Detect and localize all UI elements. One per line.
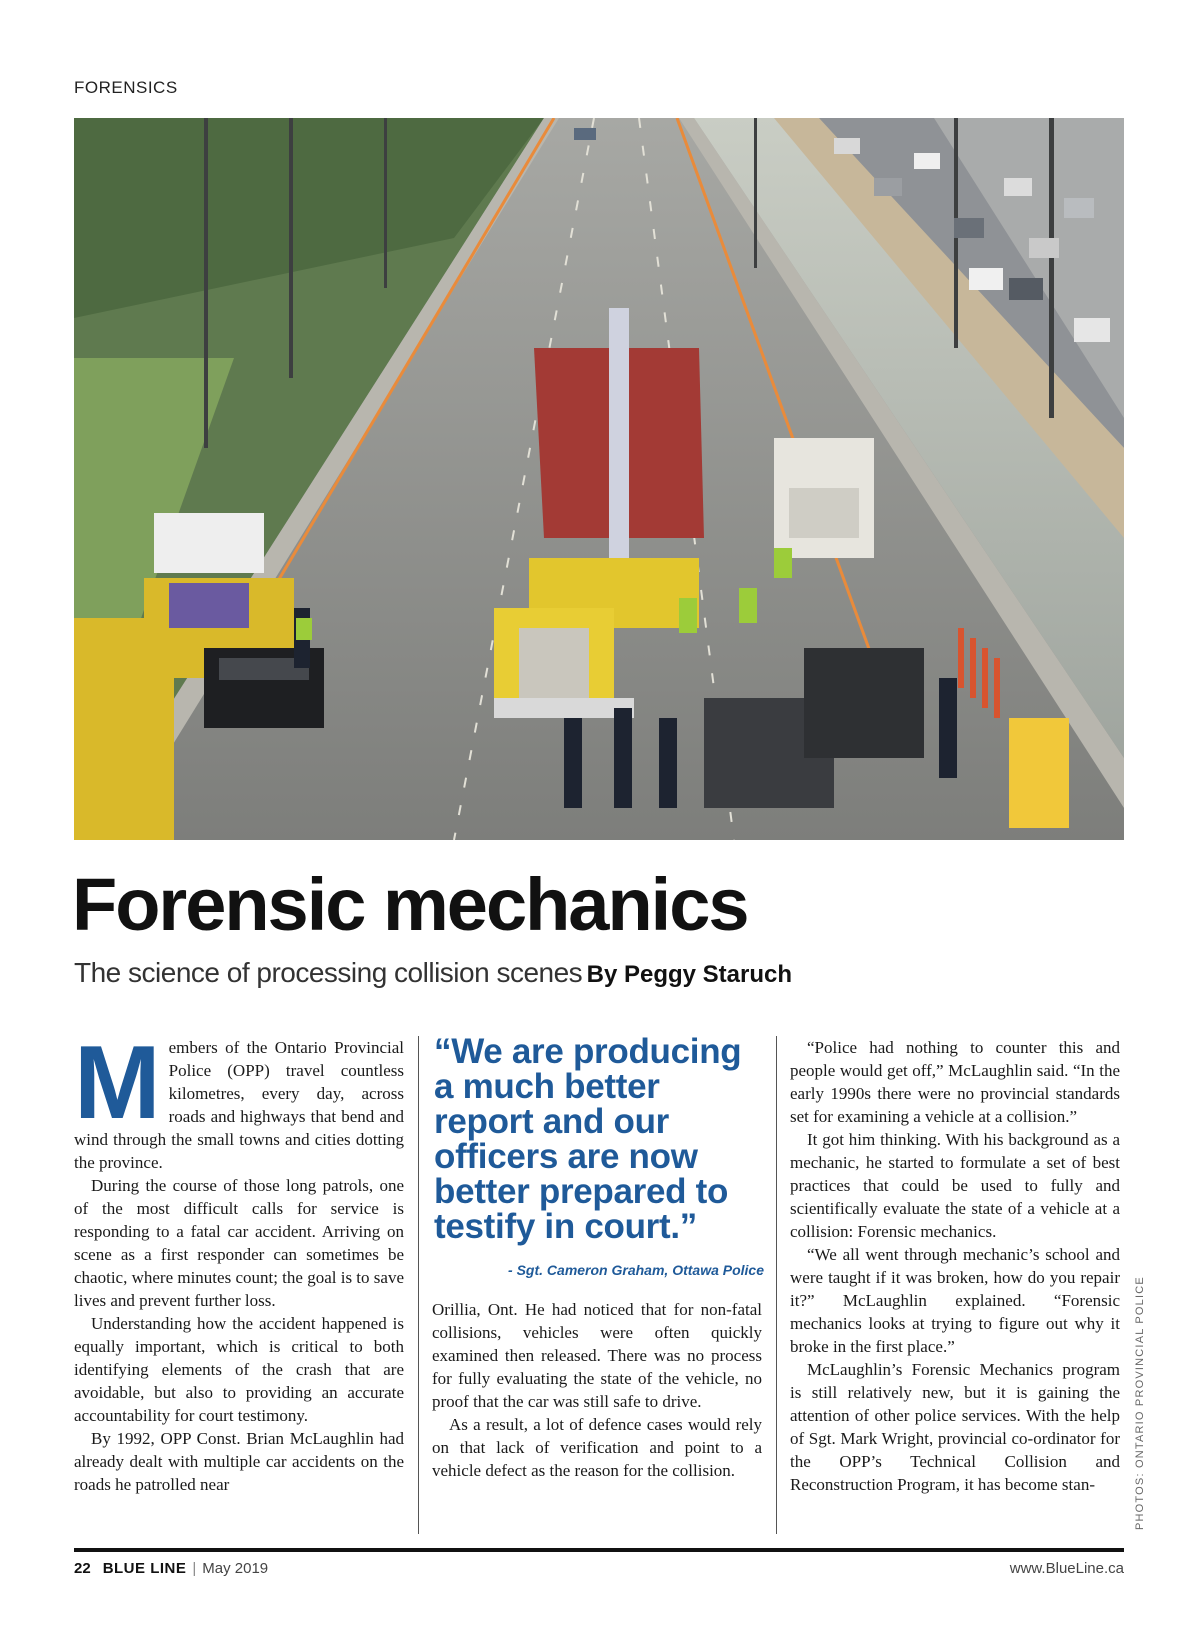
highway-collision-scene-image [74, 118, 1124, 840]
website-link[interactable]: www.BlueLine.ca [1009, 1560, 1124, 1577]
paragraph: It got him thinking. With his background as a mechanic, he started to formulate a set of best practices that could be used to fully and scientifically evaluate the state of a vehicle at a collision: Forensic mechanics. [790, 1130, 1120, 1241]
paragraph: “We all went through mechanic’s school and were taught if it was broken, how do you repair it?” McLaughlin explained. “Forensic mechanics looks at trying to figure out why it broke in the first place.” [790, 1245, 1120, 1356]
page-footer [74, 1560, 1124, 1582]
article-title: Forensic mechanics [72, 863, 748, 946]
paragraph: As a result, a lot of defence cases would rely on that lack of verification and point to a vehicle defect as the reason for the collision. [432, 1415, 762, 1480]
paragraph: Understanding how the accident happened is equally important, which is critical to both identifying elements of the crash that are avoidable, but also to providing an accurate accountability for court testimony. [74, 1314, 404, 1425]
issue-date: May 2019 [202, 1560, 269, 1577]
page-number: 22 [74, 1560, 91, 1577]
footer-separator: | [192, 1560, 197, 1577]
paragraph [74, 1025, 404, 1174]
drop-cap: M [74, 1025, 161, 1141]
article-byline: By Peggy Staruch [586, 961, 793, 988]
pull-quote-attribution: - Sgt. Cameron Graham, Ottawa Police [508, 1262, 764, 1278]
article-subtitle: The science of processing collision scenes [74, 957, 583, 988]
column-divider [776, 1036, 777, 1534]
paragraph: By 1992, OPP Const. Brian McLaughlin had already dealt with multiple car accidents on the roads he patrolled near [74, 1429, 404, 1494]
body-column-3 [790, 1036, 1120, 1496]
pull-quote: “We are producing a much better report and our officers are now better prepared to testify in court.” [434, 1032, 742, 1246]
footer-rule [74, 1548, 1124, 1552]
column-divider [418, 1036, 419, 1534]
paragraph-text: embers of the Ontario Provincial Police (OPP) travel countless kilometres, every day, across roads and highways that bend and wind through the small towns and cities dotting the province. [74, 1038, 404, 1172]
photo-credit: PHOTOS: ONTARIO PROVINCIAL POLICE [1134, 1276, 1146, 1530]
paragraph: Orillia, Ont. He had noticed that for non-fatal collisions, vehicles were often quickly examined then released. There was no process for fully evaluating the state of the vehicle, no proof that the car was still safe to drive. [432, 1300, 762, 1411]
paragraph: McLaughlin’s Forensic Mechanics program is still relatively new, but it is gaining the attention of other police services. With the help of Sgt. Mark Wright, provincial co-ordinator for the OPP’s Technical Collision and Reconstruction Program, it has become stan- [790, 1360, 1120, 1494]
body-column-2 [432, 1298, 762, 1482]
section-label: FORENSICS [74, 78, 178, 97]
article-deck [74, 957, 792, 989]
body-column-1 [74, 1025, 404, 1496]
hero-photo [74, 118, 1124, 840]
magazine-name: BLUE LINE [102, 1560, 187, 1577]
paragraph: “Police had nothing to counter this and people would get off,” McLaughlin said. “In the early 1990s there were no provincial standards set for examining a vehicle at a collision.” [790, 1038, 1120, 1126]
paragraph: During the course of those long patrols, one of the most difficult calls for service is responding to a fatal car accident. Arriving on scene as a first responder can sometimes be chaotic, where minutes count; the goal is to save lives and prevent further loss. [74, 1176, 404, 1310]
